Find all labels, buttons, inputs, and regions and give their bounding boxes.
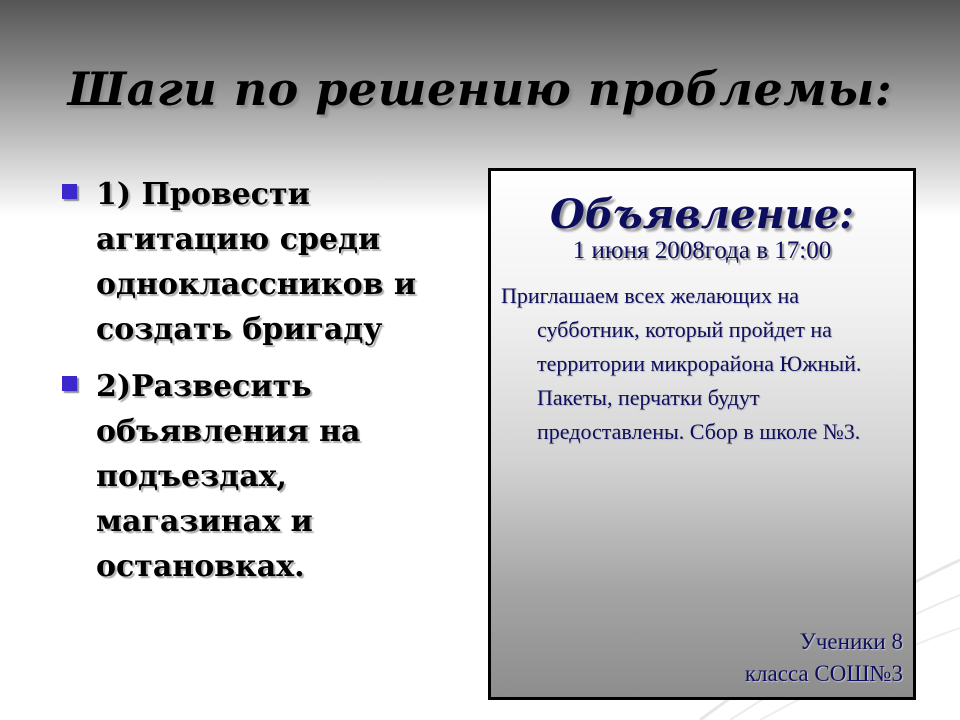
- notice-body: Приглашаем всех желающих на субботник, который пройдет на территории микрорайона Южный. Пакеты, перчатки будут предоставлены. Сбор в школе №3.: [501, 283, 862, 444]
- notice-signature: [603, 626, 903, 690]
- signature-line-2: класса СОШ№3: [744, 661, 903, 686]
- bullet-list: [58, 172, 468, 601]
- bullet-text: 2)Развесить объявления на подъездах, магазинах и остановках.: [96, 369, 361, 584]
- bullet-item-2: [58, 364, 468, 589]
- bullet-item-1: [58, 172, 468, 352]
- notice-heading: Объявление:: [549, 191, 855, 238]
- bullet-text: 1) Провести агитацию среди одноклассников и создать бригаду: [96, 177, 417, 347]
- notice-date: 1 июня 2008года в 17:00: [572, 237, 832, 264]
- signature-line-1: Ученики 8: [799, 629, 903, 654]
- slide-title: Шаги по решению проблемы:: [67, 62, 893, 116]
- notice-box: [488, 168, 916, 700]
- square-bullet-icon: [62, 184, 77, 199]
- square-bullet-icon: [62, 376, 77, 391]
